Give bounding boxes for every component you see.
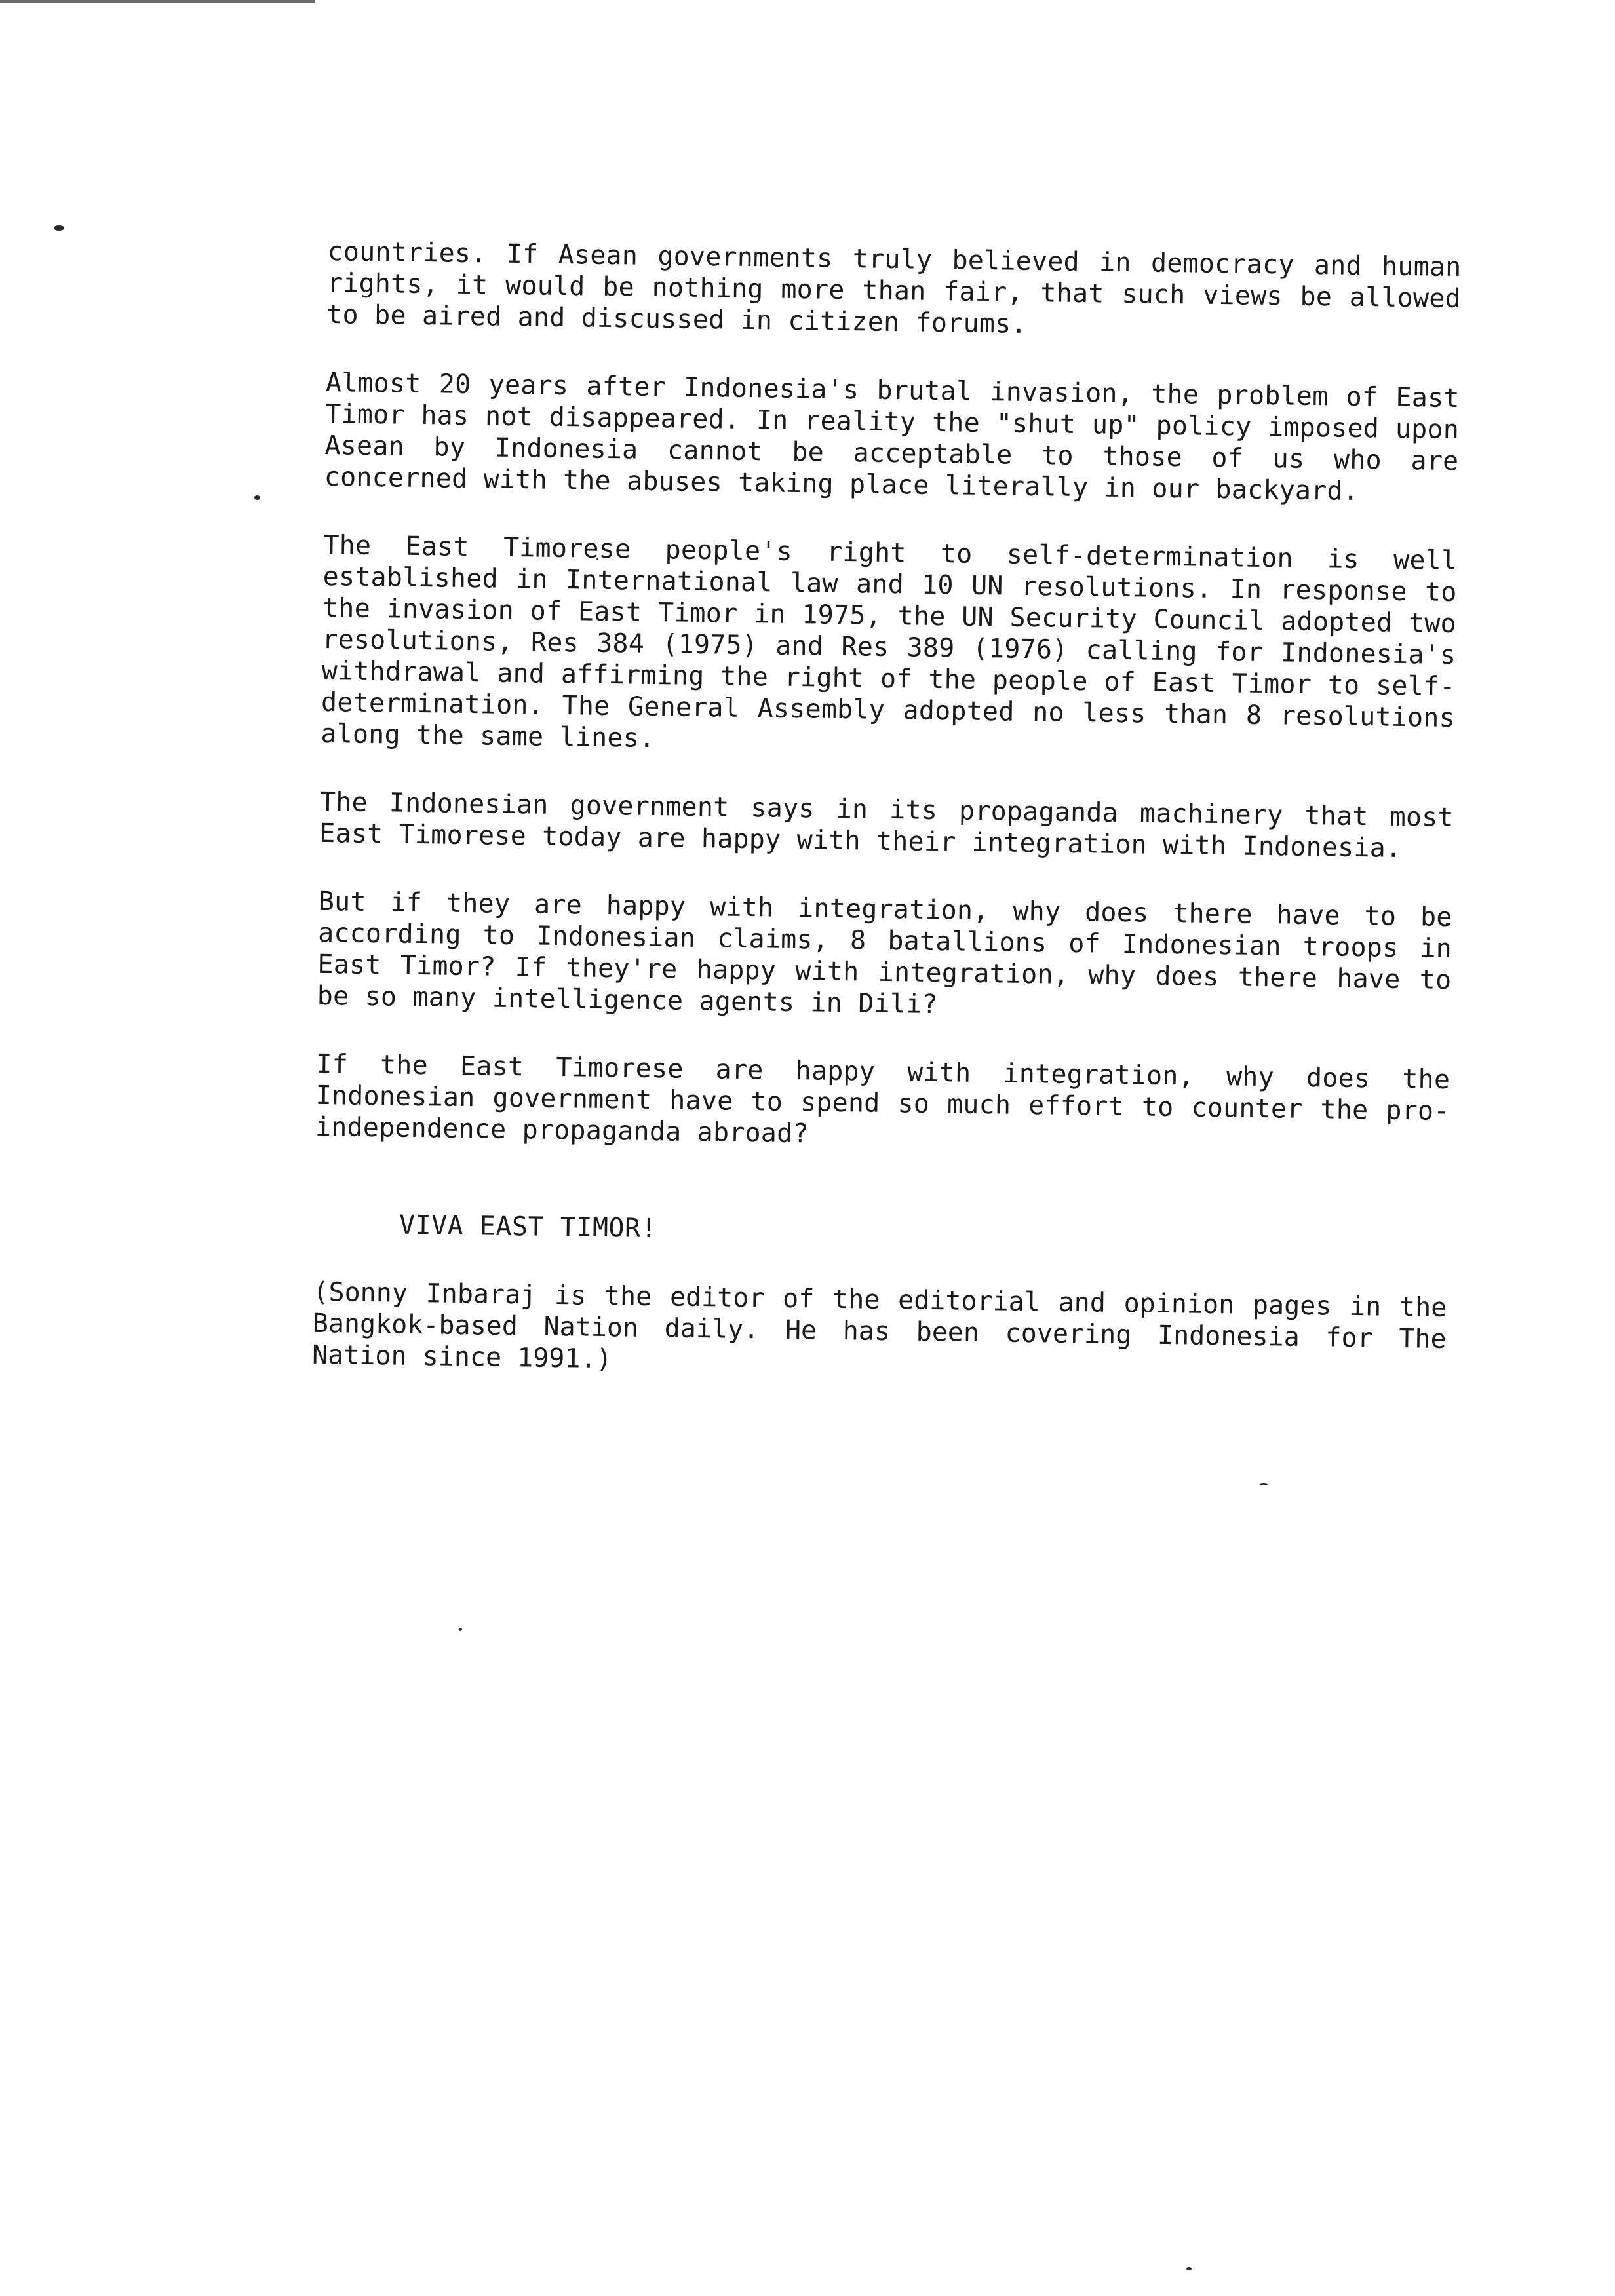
scan-edge-mark: [0, 0, 315, 3]
paragraph-troops-question: But if they are happy with integration, why does there have to be according to Indonesian claims, 8 batallions of Indonesian troops in East Timor? If they're happy with integration, why does there have to be so many intelligence agents in Dili?: [317, 886, 1452, 1020]
letter-body: [312, 236, 1462, 1387]
paragraph-propaganda-claim: The Indonesian government says in its propaganda machinery that most East Timorese today are happy with their integration with Indonesia.: [319, 786, 1454, 864]
author-bio: (Sonny Inbaraj is the editor of the editorial and opinion pages in the Bangkok-based Nation daily. He has been covering Indonesia for The Nation since 1991.): [311, 1276, 1447, 1375]
scan-speck: [1186, 2267, 1192, 2270]
paragraph-self-determination: The East Timorese people's right to self-determination is well established in International law and 10 UN resolutions. In response to the invasion of East Timor in 1975, the UN Security Council adopted two resolutions, Res 384 (1975) and Res 389 (1976) calling for Indonesia's withdrawal and affirming the right of the people of East Timor to self-determination. The General Assembly adopted no less than 8 resolutions along the same lines.: [321, 529, 1458, 754]
paragraph-asean-democracy: countries. If Asean governments truly believed in democracy and human rights, it would be nothing more than fair, that such views be allowed to be aired and discussed in citizen forums.: [326, 236, 1462, 339]
scan-speck: [1260, 1483, 1268, 1485]
paragraph-invasion-anniversary: Almost 20 years after Indonesia's brutal invasion, the problem of East Timor has not disappeared. In reality the "shut up" policy imposed upon Asean by Indonesia cannot be acceptable to those of us who are concerned with the abuses taking place literally in our backyard.: [324, 367, 1460, 507]
scan-speck: [459, 1628, 462, 1631]
scan-speck: [54, 225, 64, 231]
scan-speck: [254, 495, 260, 500]
closing-slogan: VIVA EAST TIMOR!: [399, 1210, 657, 1244]
paragraph-counter-propaganda: If the East Timorese are happy with integration, why does the Indonesian government have to spend so much effort to counter the pro-independence propaganda abroad?: [315, 1048, 1450, 1149]
